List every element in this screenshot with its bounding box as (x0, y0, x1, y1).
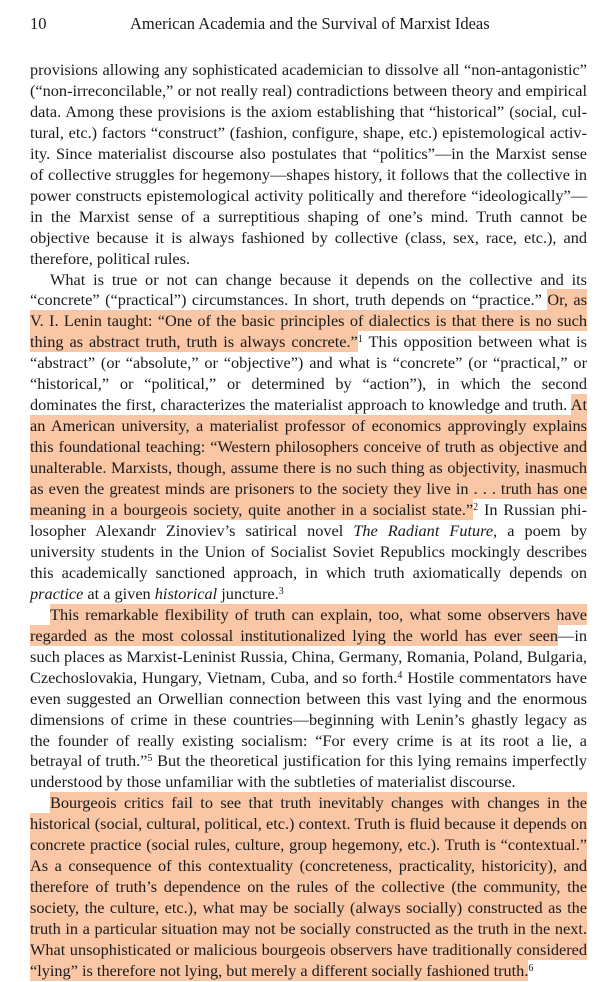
text-run: juncture. (217, 583, 279, 603)
paragraph-4 (30, 793, 587, 982)
text-run: This opposition between what is “abstract” (or “absolute,” or “objective”) and what is “concrete” (or “practical,” or “historical,” or “political,” or determined by “action”), in which the second dominates the first, characterizes the materialist approach to knowledge and truth. (30, 332, 587, 415)
footnote-marker: 2 (473, 502, 479, 514)
italic-text: practice (30, 583, 84, 603)
text-run: provisions allowing any sophisticated academician to dissolve all “non-antagonistic” (“non-irreconcilable,” or not really real) contradictions between theory and empirical data. Among these provisions is the axiom establishing that “historical” (social, cultural, etc.) factors “construct” (fashion, configure, shape, etc.) epistemological activity. Since materialist discourse also postulates that “politics”—in the Marxist sense of collective struggles for hegemony—shapes history, it follows that the collective in power constructs epistemological activity politically and therefore “ideologically”—in the Marxist sense of a surreptitious shaping of one’s mind. Truth cannot be objective because it is always fashioned by collective (class, sex, race, etc.), and therefore, political rules. (30, 60, 587, 268)
highlighted-text: Bourgeois critics fail to see that truth inevitably changes with changes in the historical (social, cultural, political, etc.) context. Truth is fluid because it depends on concrete practice (social rules, culture, group hegemony, etc.). Truth is “contextual.” As a consequence of this contextuality (concreteness, practicality, historicity), and therefore of truth’s dependence on the rules of the collective (the community, the society, the culture, etc.), what may be socially (always socially) constructed as the truth in a particular situation may not be socially constructed as the truth in the next. What unsophisticated or malicious bourgeois observers have traditionally considered “lying” is therefore not lying, but merely a different socially fashioned truth. (30, 793, 587, 980)
italic-text: The Radiant Future, (353, 520, 498, 540)
footnote-marker: 3 (278, 585, 284, 597)
highlighted-text: At an American university, a materialist professor of economics approvingly explains this foundational teaching: “Western philosophers conceive of truth as objective and unalterable. Marxists, though, assume there is no such thing as objectivity, inasmuch as even the greatest minds are prisoners to the society they live in . . . truth has one meaning in a bourgeois society, quite another in a socialist state.” (30, 395, 587, 520)
running-title: American Academia and the Survival of Marxist Ideas (130, 14, 490, 33)
text-run: Hostile commentators have even suggested an Orwellian connection between this vast lying and the enormous dimensions of crime in these countries—beginning with Lenin’s ghastly legacy as the founder of really existing socialism: “For every crime is at its root a lie, a betrayal of truth.” (30, 667, 587, 771)
body-text (30, 60, 587, 982)
highlighted-text: This remarkable flexibility of truth can explain, too, what some observers have regarded as the most colossal institutionalized lying the world has ever seen (30, 604, 587, 645)
text-run: But the theoretical justification for this lying remains imperfectly understood by those unfamiliar with the subtleties of materialist discourse. (30, 751, 587, 792)
paragraph-3 (30, 605, 587, 794)
footnote-marker: 5 (147, 753, 153, 765)
text-run: a poem by university students in the Union of Socialist Soviet Republics mockingly describes this academically sanctioned approach, in which truth axiomatically depends on (30, 520, 588, 582)
italic-text: historical (154, 583, 218, 603)
paragraph-2 (30, 270, 587, 605)
page-header (30, 14, 590, 38)
footnote-marker: 6 (528, 962, 534, 974)
highlighted-text: Or, as V. I. Lenin taught: “One of the basic principles of dialectics is that there is no such thing as abstract truth, truth is always concrete.” (30, 290, 587, 352)
text-run: What is true or not can change because it depends on the collective and its “concrete” (“practical”) circumstances. In short, truth depends on “practice.” (30, 269, 587, 310)
page-number: 10 (30, 14, 47, 33)
paragraph-1 (30, 60, 587, 270)
footnote-marker: 1 (357, 334, 363, 346)
text-run: In Russian philosopher Alexandr Zinoviev’s satirical novel (30, 500, 587, 540)
text-run: at a given (83, 583, 155, 603)
footnote-marker: 4 (397, 669, 403, 681)
text-run: —in such places as Marxist-Leninist Russia, China, Germany, Romania, Poland, Bulgaria, Czechoslovakia, Hungary, Vietnam, Cuba, and so forth. (30, 625, 587, 687)
